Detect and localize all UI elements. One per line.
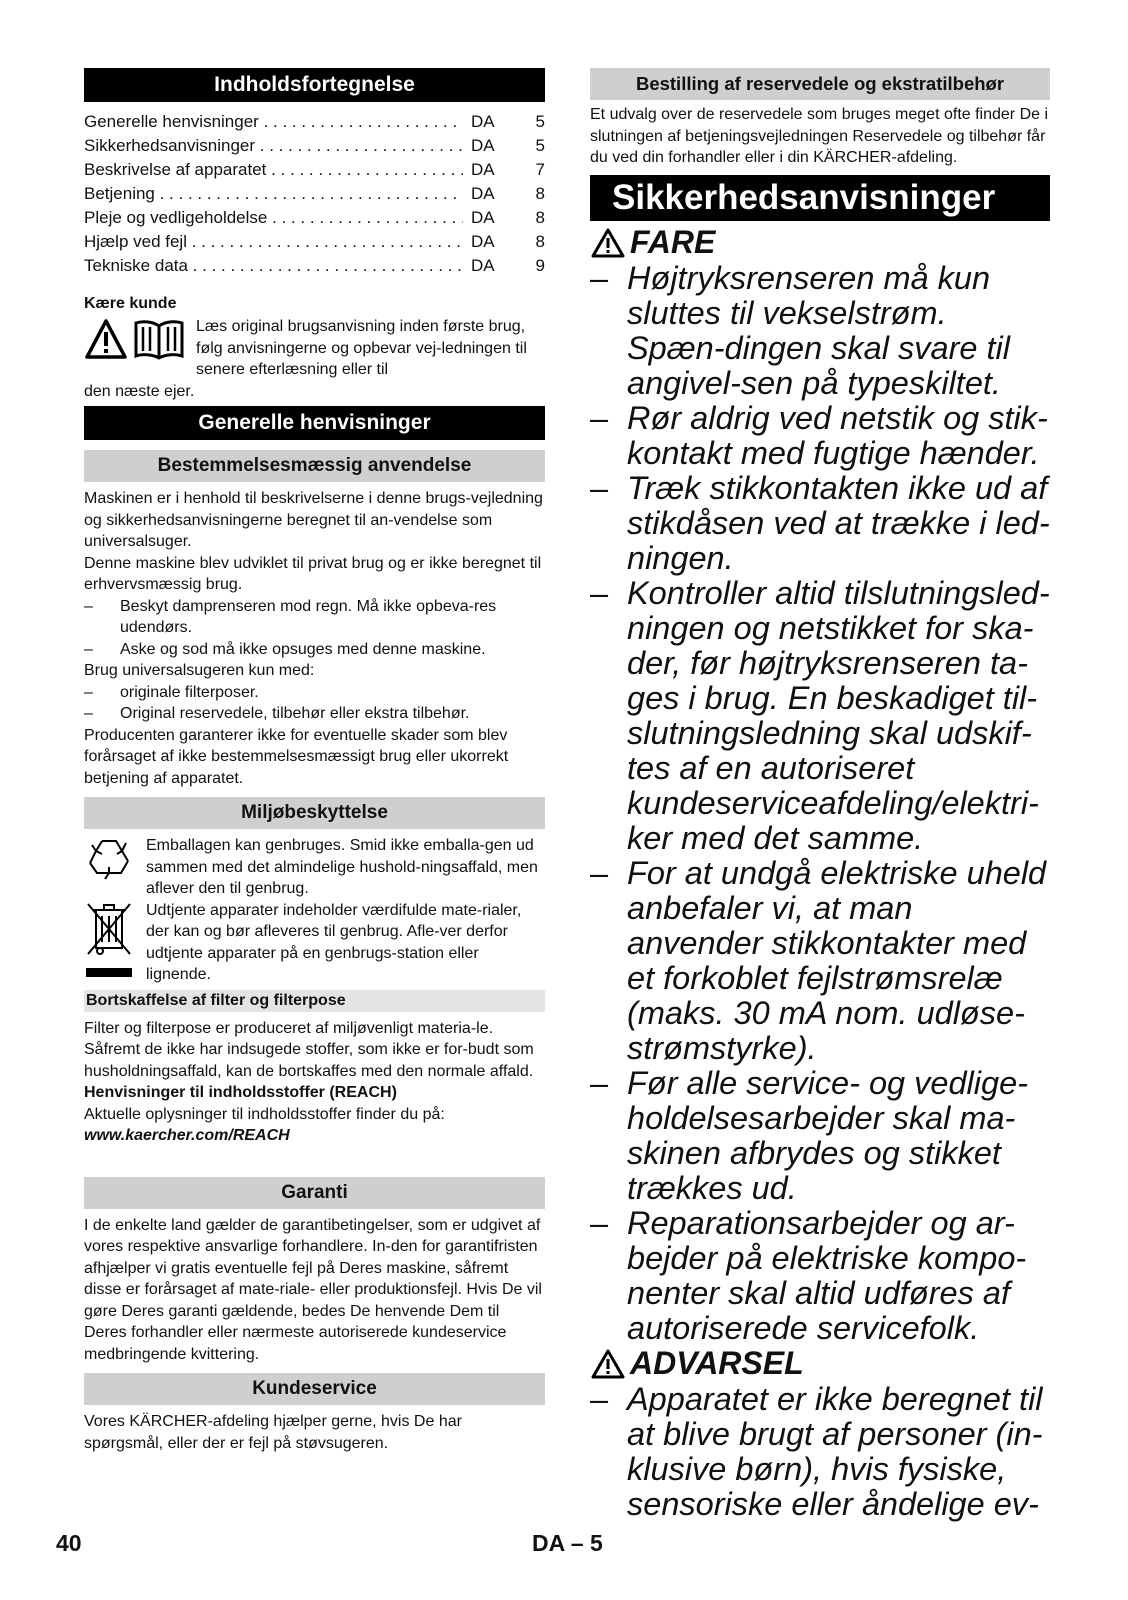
toc-entry-title: Pleje og vedligeholdelse . . . <box>84 206 463 230</box>
spare-parts-text: Et udvalg over de reservedele som bruges meget ofte finder De i slutningen af betjeningsvejledningen Reservedele og tilbehør får du ved din forhandler eller i din KÄRCHER-afdeling. <box>590 106 1049 166</box>
reach-heading: Henvisninger til indholdsstoffer (REACH) <box>84 1084 397 1101</box>
danger-label: FARE <box>630 224 716 260</box>
recycle-icon <box>84 835 134 885</box>
toc-entry-page: 5 <box>535 112 545 131</box>
toc-entry-page: 8 <box>535 232 545 251</box>
warning-heading <box>590 1346 1050 1382</box>
warranty-heading: Garanti <box>84 1177 545 1209</box>
list-item: – Original reservedele, tilbehør eller ekstra tilbehør. <box>84 705 470 722</box>
reach-text: Aktuelle oplysninger til indholdsstoffer finder du på: <box>84 1105 445 1123</box>
toc-row[interactable] <box>84 134 545 158</box>
book-icon <box>132 318 186 360</box>
toc-entry-title: Generelle henvisninger . . . <box>84 110 463 134</box>
service-text: Vores KÄRCHER-afdeling hjælper gerne, hvis De har spørgsmål, eller der er fejl på støvsugeren. <box>84 1413 462 1452</box>
warning-triangle-icon <box>84 318 128 360</box>
toc-row[interactable] <box>84 254 545 278</box>
toc-row[interactable] <box>84 230 545 254</box>
warranty-text: I de enkelte land gælder de garantibetingelser, som er udgivet af vores respektive ansvarlige forhandlere. In-den for garantifristen afhjælper vi gratis eventuelle fejl på Deres maskine, såfremt disse er forårsaget af mate-riale- eller produktionsfejl. Hvis De vil gøre Deres garanti gældende, bedes De henvende Dem til Deres forhandler eller nærmeste autoriserede kundeservice medbringende kvittering. <box>84 1216 542 1363</box>
reach-link[interactable]: www.kaercher.com/REACH <box>84 1127 290 1144</box>
customer-text: Læs original brugsanvisning inden første brug, følg anvisningerne og opbevar vej-ledningen til senere efterlæsning eller til <box>196 318 527 378</box>
disposal-p1: Filter og filterpose er produceret af miljøvenligt materia-le. <box>84 1019 494 1037</box>
disposal-heading: Bortskaffelse af filter og filterpose <box>84 990 545 1012</box>
spare-parts-heading: Bestilling af reservedele og ekstratilbehør <box>590 68 1050 100</box>
danger-item: – Rør aldrig ved netstik og stik-kontakt med fugtige hænder. <box>590 399 1048 471</box>
intended-use-heading: Bestemmelsesmæssig anvendelse <box>84 450 545 482</box>
intended-use-p4: Producenten garanterer ikke for eventuelle skader som blev forårsaget af ikke bestemmelsesmæssigt brug eller ukorrekt betjening af apparatet. <box>84 726 509 787</box>
toc-entry-page: 8 <box>535 208 545 227</box>
list-item: – Aske og sod må ikke opsuges med denne maskine. <box>84 640 486 658</box>
toc-entry-page: 5 <box>535 136 545 155</box>
environment-p2: Udtjente apparater indeholder værdifulde mate-rialer, der kan og bør afleveres til genbrug. Afle-ver derfor udtjente apparater på en genbrugs-station eller lignende. <box>146 901 522 983</box>
warning-triangle-icon <box>590 227 626 259</box>
danger-item: – Før alle service- og vedlige-holdelsesarbejder skal ma-skinen afbrydes og stikket trækkes ud. <box>590 1064 1028 1206</box>
intended-use-p1: Maskinen er i henhold til beskrivelserne i denne brugs-vejledning og sikkerhedsanvisningerne beregnet til an-vendelse som universalsuger. <box>84 490 543 550</box>
page-number: 40 <box>56 1530 82 1556</box>
warning-label: ADVARSEL <box>630 1345 804 1381</box>
toc-row[interactable] <box>84 206 545 230</box>
toc-heading: Indholdsfortegnelse <box>84 68 545 102</box>
crossed-bin-icon <box>84 900 136 980</box>
warning-triangle-icon <box>590 1348 626 1380</box>
intended-use-p2: Denne maskine blev udviklet til privat brug og er ikke beregnet til erhvervsmæssig brug. <box>84 554 542 593</box>
danger-item: – Træk stikkontakten ikke ud af stikdåsen ved at trække i led-ningen. <box>590 469 1050 576</box>
danger-heading <box>590 225 1050 261</box>
table-of-contents <box>84 110 545 278</box>
recycle-icon-wrap <box>84 835 146 900</box>
toc-entry-page: 8 <box>535 184 545 203</box>
toc-entry-title: Tekniske data . . . <box>84 254 463 278</box>
toc-entry-title: Hjælp ved fejl . . . <box>84 230 463 254</box>
toc-entry-title: Sikkerhedsanvisninger . . . <box>84 134 463 158</box>
environment-p1: Emballagen kan genbruges. Smid ikke emballa-gen ud sammen med det almindelige hushold-ningsaffald, men aflever den til genbrug. <box>146 837 538 897</box>
danger-item: – Reparationsarbejder og ar-bejder på elektriske kompo-nenter skal altid udføres af autoriserede servicefolk. <box>590 1204 1027 1346</box>
warning-item: – Apparatet er ikke beregnet til at blive brugt af personer (in-klusive børn), hvis fysiske, sensoriske eller åndelige ev- <box>590 1380 1043 1522</box>
list-item: – Beskyt damprenseren mod regn. Må ikke opbeva-res udendørs. <box>84 597 497 636</box>
service-heading: Kundeservice <box>84 1373 545 1405</box>
toc-entry-lang: DA <box>471 256 495 275</box>
toc-entry-lang: DA <box>471 136 495 155</box>
toc-entry-title: Beskrivelse af apparatet . . . <box>84 158 463 182</box>
toc-entry-lang: DA <box>471 208 495 227</box>
list-item: – originale filterposer. <box>84 683 259 701</box>
environment-recycle <box>84 835 545 900</box>
danger-item: – Højtryksrenseren må kun sluttes til vekselstrøm. Spæn-dingen skal svare til angivel-sen på typeskiltet. <box>590 259 1010 401</box>
customer-note <box>84 316 545 381</box>
toc-entry-lang: DA <box>471 160 495 179</box>
general-heading: Generelle henvisninger <box>84 406 545 440</box>
toc-entry-page: 7 <box>535 160 545 179</box>
toc-entry-lang: DA <box>471 112 495 131</box>
left-column <box>84 68 545 1454</box>
toc-row[interactable] <box>84 182 545 206</box>
manual-icons <box>84 316 196 381</box>
toc-entry-lang: DA <box>471 232 495 251</box>
toc-entry-title: Betjening . . . <box>84 182 463 206</box>
customer-text-end: den næste ejer. <box>84 382 195 400</box>
toc-entry-page: 9 <box>535 256 545 275</box>
intended-use-p3: Brug universalsugeren kun med: <box>84 662 315 679</box>
environment-heading: Miljøbeskyttelse <box>84 797 545 829</box>
disposal-p2: Såfremt de ikke har indsugede stoffer, som ikke er for-budt som husholdningsaffald, kan de bortskaffes med den normale affald. <box>84 1041 534 1080</box>
danger-item: – Kontroller altid tilslutningsled-ningen og netstikket for ska-der, før højtryksrenseren ta-ges i brug. En beskadiget til-slutningsledning skal udskif-tes af en autoriseret kundeserviceafdeling/elektri-ker med det samme. <box>590 574 1050 856</box>
section-page: DA – 5 <box>532 1530 603 1556</box>
environment-weee <box>84 900 545 986</box>
safety-heading: Sikkerhedsanvisninger <box>590 175 1050 221</box>
weee-icon-wrap <box>84 900 146 986</box>
toc-row[interactable] <box>84 158 545 182</box>
toc-row[interactable] <box>84 110 545 134</box>
danger-item: – For at undgå elektriske uheld anbefaler vi, at man anvender stikkontakter med et forkoblet fejlstrømsrelæ (maks. 30 mA nom. udløse-strømstyrke). <box>590 854 1047 1066</box>
toc-entry-lang: DA <box>471 184 495 203</box>
right-column <box>590 68 1050 1522</box>
customer-heading: Kære kunde <box>84 295 177 312</box>
